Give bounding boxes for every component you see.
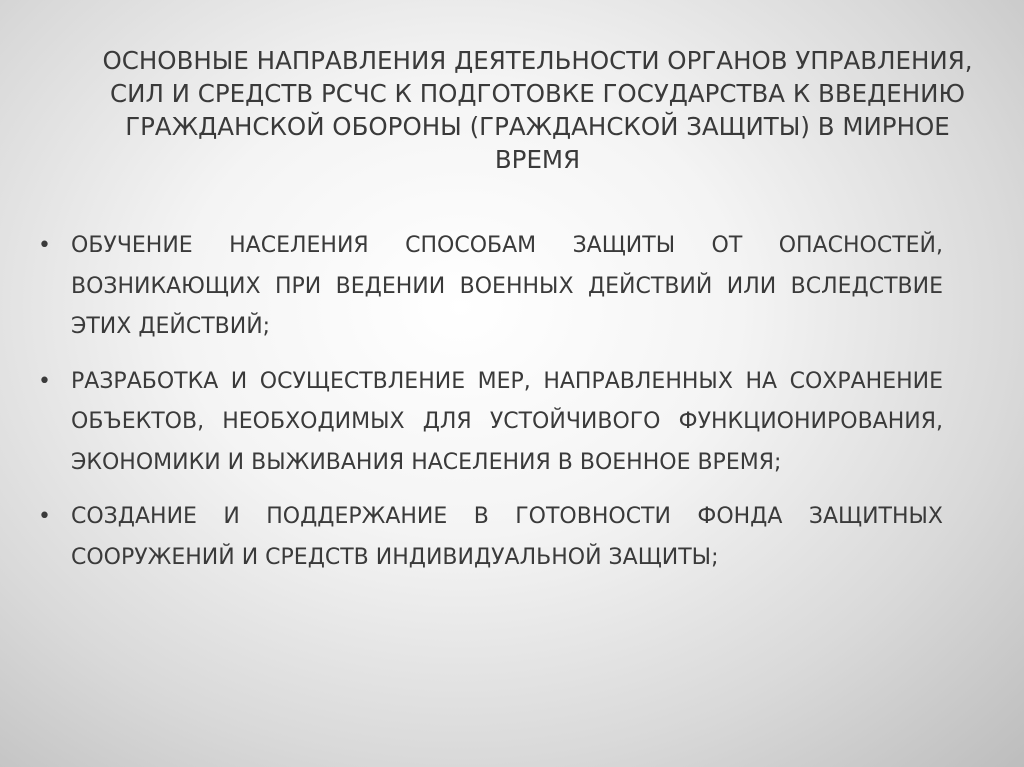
bullet-icon: •: [38, 504, 51, 529]
bullet-text: ОБУЧЕНИЕ НАСЕЛЕНИЯ СПОСОБАМ ЗАЩИТЫ ОТ ОПАСНОСТЕЙ, ВОЗНИКАЮЩИХ ПРИ ВЕДЕНИИ ВОЕННЫХ ДЕЙСТВИЙ ИЛИ ВСЛЕДСТВИЕ ЭТИХ ДЕЙСТВИЙ;: [71, 233, 943, 339]
bullet-icon: •: [38, 368, 51, 394]
bullet-item: [38, 497, 943, 578]
slide-title: ОСНОВНЫЕ НАПРАВЛЕНИЯ ДЕЯТЕЛЬНОСТИ ОРГАНОВ УПРАВЛЕНИЯ, СИЛ И СРЕДСТВ РСЧС К ПОДГОТОВКЕ ГОСУДАРСТВА К ВВЕДЕНИЮ ГРАЖДАНСКОЙ ОБОРОНЫ (ГРАЖДАНСКОЙ ЗАЩИТЫ) В МИРНОЕ ВРЕМЯ: [102, 46, 973, 174]
bullet-icon: •: [38, 233, 51, 258]
bullet-text: СОЗДАНИЕ И ПОДДЕРЖАНИЕ В ГОТОВНОСТИ ФОНДА ЗАЩИТНЫХ СООРУЖЕНИЙ И СРЕДСТВ ИНДИВИДУАЛЬНОЙ ЗАЩИТЫ;: [71, 504, 943, 570]
bullet-text: РАЗРАБОТКА И ОСУЩЕСТВЛЕНИЕ МЕР, НАПРАВЛЕННЫХ НА СОХРАНЕНИЕ ОБЪЕКТОВ, НЕОБХОДИМЫХ ДЛЯ УСТОЙЧИВОГО ФУНКЦИОНИРОВАНИЯ, ЭКОНОМИКИ И ВЫЖИВАНИЯ НАСЕЛЕНИЯ В ВОЕННОЕ ВРЕМЯ;: [71, 368, 943, 475]
bullet-item: [38, 362, 943, 484]
bullet-list: [38, 226, 943, 592]
bullet-item: [38, 226, 943, 348]
